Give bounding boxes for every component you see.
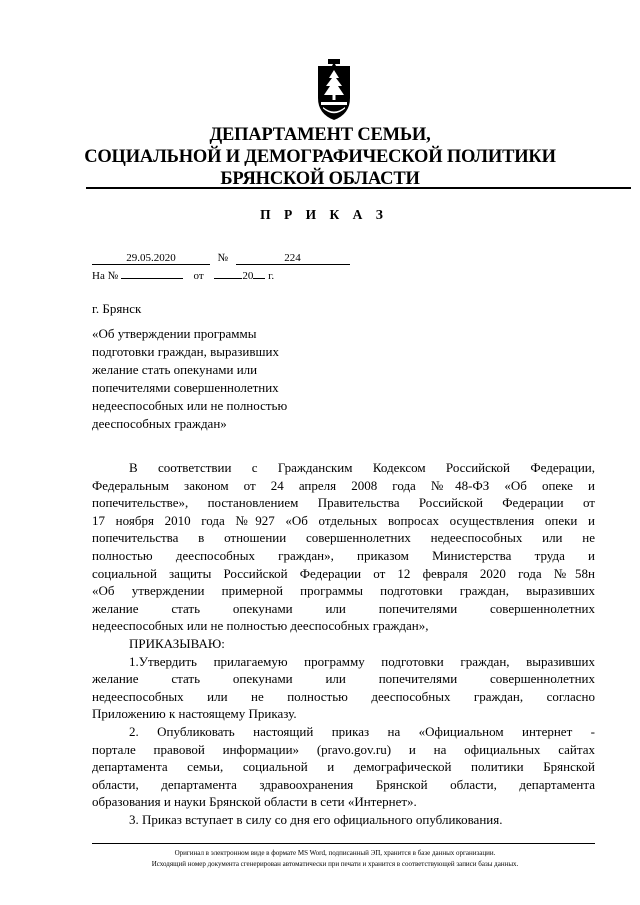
reference-year-suffix: г. [268, 270, 275, 282]
order-date-number-line [92, 252, 350, 265]
subject-line: попечителями совершеннолетних [92, 380, 279, 395]
order-body [92, 459, 595, 828]
body-line: попечительстве», постановлением Правительства Российской Федерации от [92, 495, 595, 511]
body-line: социальной защиты Российской Федерации от 12 февраля 2020 года №58н [92, 565, 595, 581]
body-line: желание стать опекунами или попечителями совершеннолетних [92, 600, 595, 616]
org-name-line-3: БРЯНСКОЙ ОБЛАСТИ [220, 169, 420, 189]
order-date: 29.05.2020 [92, 252, 210, 265]
body-line: В соответствии с Гражданским Кодексом Российской Федерации, [129, 460, 595, 475]
reference-from: от [193, 270, 204, 282]
body-line: образования и науки Брянской области в сети «Интернет». [92, 794, 417, 810]
order-directive: ПРИКАЗЫВАЮ: [129, 635, 225, 651]
subject-line: «Об утверждении программы [92, 326, 257, 341]
order-number: 224 [236, 252, 350, 265]
reference-date-blank [214, 266, 242, 279]
reference-year: 20 [242, 270, 254, 282]
body-line: департамента семьи, социальной и демографической политики Брянской [92, 759, 595, 775]
reference-line [92, 266, 274, 283]
footer-divider [92, 843, 595, 844]
header-divider [86, 187, 631, 189]
body-line: 3. Приказ вступает в силу со дня его официального опубликования. [129, 811, 503, 827]
org-name-line-2: СОЦИАЛЬНОЙ И ДЕМОГРАФИЧЕСКОЙ ПОЛИТИКИ [84, 147, 556, 167]
document-title: П Р И К А З [260, 207, 388, 222]
footer-note-1: Оригинал в электронном виде в формате MS Word, подписанный ЭП, хранится в базе данных организации. [174, 849, 496, 857]
coat-of-arms-icon [314, 58, 354, 122]
body-line: недееспособных или не полностью дееспособных граждан», [92, 618, 429, 634]
subject-line: желание стать опекунами или [92, 362, 258, 377]
body-line: попечительства в отношении совершеннолетних недееспособных или не [92, 530, 595, 546]
body-line: 17 ноября 2010 года №927 «Об отдельных вопросах осуществления опеки и [92, 512, 595, 528]
city: г. Брянск [92, 301, 142, 316]
subject-line: дееспособных граждан» [92, 416, 227, 431]
reference-year-blank [253, 266, 265, 279]
body-line: Приложению к настоящему Приказу. [92, 706, 297, 722]
subject-line: недееспособных или не полностью [92, 398, 288, 413]
body-line: Федеральным законом от 24 апреля 2008 года №48-ФЗ «Об опеке и [92, 477, 595, 493]
body-line: «Об утверждении примерной программы подготовки граждан, выразивших [92, 583, 595, 599]
number-sign: № [217, 252, 228, 264]
body-line: полностью дееспособных граждан», приказом Министерства труда и [92, 547, 595, 563]
body-line: 1.Утвердить прилагаемую программу подготовки граждан, выразивших [129, 653, 595, 669]
subject-line: подготовки граждан, выразивших [92, 344, 279, 359]
body-line: желание стать опекунами или попечителями совершеннолетних [92, 671, 595, 687]
body-line: области, департамента здравоохранения Брянской области, департамента [92, 776, 595, 792]
order-subject [92, 325, 352, 433]
body-line: 2. Опубликовать настоящий приказ на «Официальном интернет - [129, 723, 595, 739]
reference-prefix: На № [92, 270, 119, 282]
footer-note-2: Исходящий номер документа сгенерирован автоматически при печати и хранится в соответствующей записи базы данных. [151, 860, 519, 868]
reference-number-blank [121, 266, 183, 279]
body-line: портале правовой информации» (pravo.gov.ru) и на официальных сайтах [92, 741, 595, 757]
body-line: недееспособных или не полностью дееспособных граждан, согласно [92, 688, 595, 704]
org-name-line-1: ДЕПАРТАМЕНТ СЕМЬИ, [209, 125, 431, 145]
